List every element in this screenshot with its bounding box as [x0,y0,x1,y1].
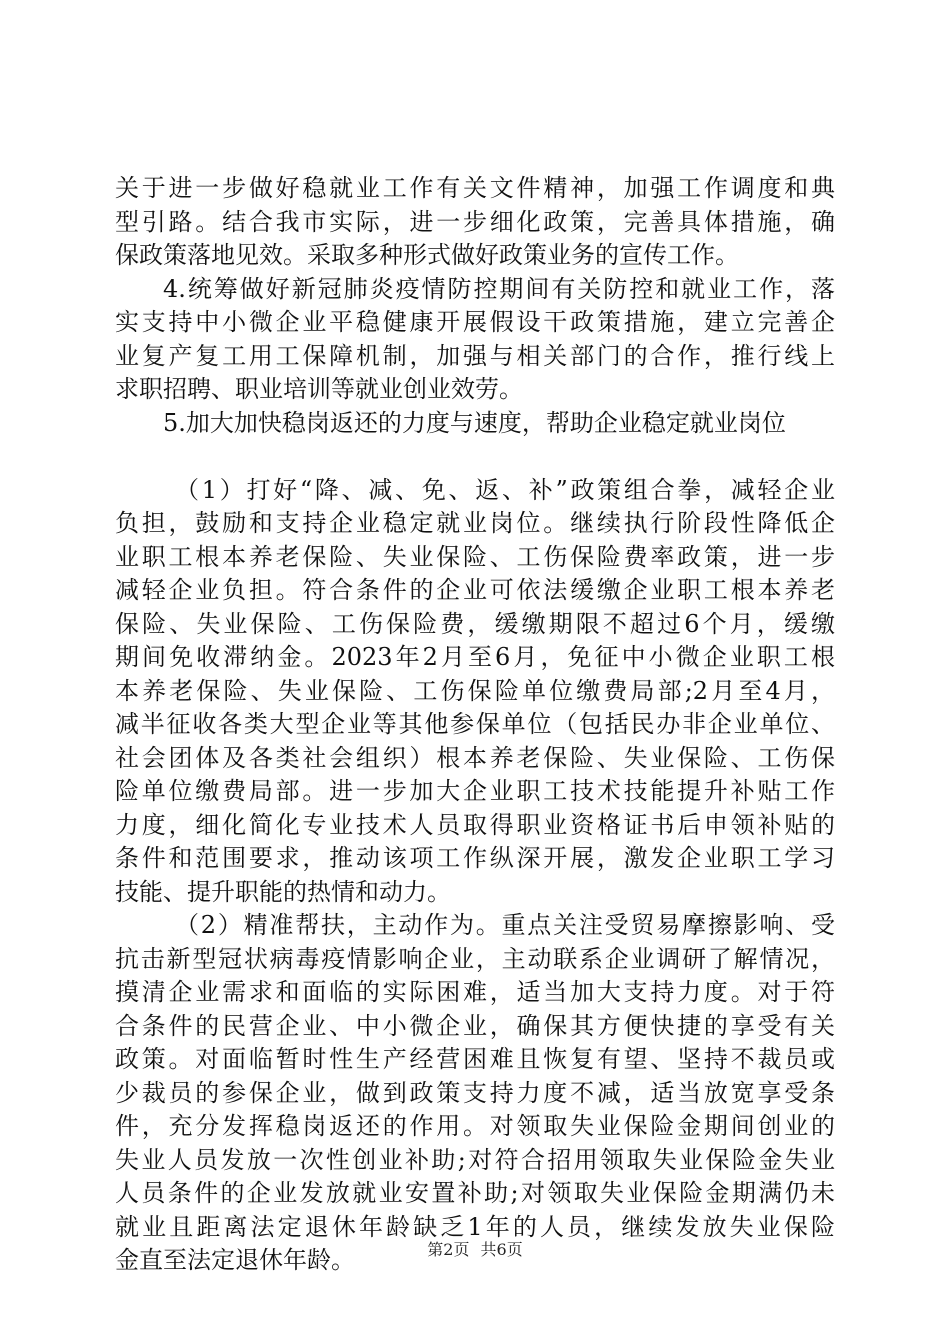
text-line: 力度，细化简化专业技术人员取得职业资格证书后申领补贴的 [115,810,835,839]
text-line: 条件和范围要求，推动该项工作纵深开展，激发企业职工学习 [115,844,835,872]
page-footer [0,1240,950,1260]
text-line: 本养老保险、失业保险、工伤保险单位缴费局部;2月至4月， [115,676,835,705]
text-line: 业职工根本养老保险、失业保险、工伤保险费率政策，进一步 [115,542,835,571]
text-line: 保险、失业保险、工伤保险费，缓缴期限不超过6个月，缓缴 [115,609,835,638]
document-body [115,172,835,1278]
text-line: 件，充分发挥稳岗返还的作用。对领取失业保险金期间创业的 [115,1112,835,1140]
text-line: 失业人员发放一次性创业补助;对符合招用领取失业保险金失业 [115,1145,835,1174]
text-line: 摸清企业需求和面临的实际困难，适当加大支持力度。对于符 [115,978,835,1006]
text-line: 型引路。结合我市实际，进一步细化政策，完善具体措施，确 [115,207,835,236]
text-line: 社会团体及各类社会组织）根本养老保险、失业保险、工伤保 [115,743,835,772]
text-line: 政策。对面临暂时性生产经营困难且恢复有望、坚持不裁员或 [115,1045,835,1073]
text-line: 技能、提升职能的热情和动力。 [115,877,451,906]
text-line: 实支持中小微企业平稳健康开展假设干政策措施，建立完善企 [115,308,835,336]
text-line: 5.加大加快稳岗返还的力度与速度，帮助企业稳定就业岗位 [163,408,786,437]
text-line: 业复产复工用工保障机制，加强与相关部门的合作，推行线上 [115,341,835,370]
text-line: 抗击新型冠状病毒疫情影响企业，主动联系企业调研了解情况， [115,944,835,973]
text-line: 少裁员的参保企业，做到政策支持力度不减，适当放宽享受条 [115,1078,835,1107]
text-line: 保政策落地见效。采取多种形式做好政策业务的宣传工作。 [115,241,739,269]
text-line: 险单位缴费局部。进一步加大企业职工技术技能提升补贴工作 [115,777,835,805]
text-line: （2）精准帮扶，主动作为。重点关注受贸易摩擦影响、受 [175,911,835,939]
text-line: 人员条件的企业发放就业安置补助;对领取失业保险金期满仍未 [115,1179,835,1207]
text-line: （1）打好“降、减、免、返、补”政策组合拳，减轻企业 [175,475,835,504]
text-line: 4.统筹做好新冠肺炎疫情防控期间有关防控和就业工作，落 [163,274,835,303]
text-line: 负担，鼓励和支持企业稳定就业岗位。继续执行阶段性降低企 [115,509,835,537]
text-line: 期间免收滞纳金。2023年2月至6月，免征中小微企业职工根 [115,643,835,671]
page-total: 共6页 [480,1240,523,1259]
text-line: 减轻企业负担。符合条件的企业可依法缓缴企业职工根本养老 [115,576,835,604]
text-line: 关于进一步做好稳就业工作有关文件精神，加强工作调度和典 [115,174,835,202]
text-line: 求职招聘、职业培训等就业创业效劳。 [115,375,523,403]
text-line: 就业且距离法定退休年龄缺乏1年的人员，继续发放失业保险 [115,1212,835,1241]
paragraph-gap [115,440,835,474]
text-line: 金直至法定退休年龄。 [115,1246,355,1274]
text-line: 减半征收各类大型企业等其他参保单位（包括民办非企业单位、 [115,710,835,738]
page-number: 第2页 [427,1240,470,1259]
text-line: 合条件的民营企业、中小微企业，确保其方便快捷的享受有关 [115,1011,835,1040]
